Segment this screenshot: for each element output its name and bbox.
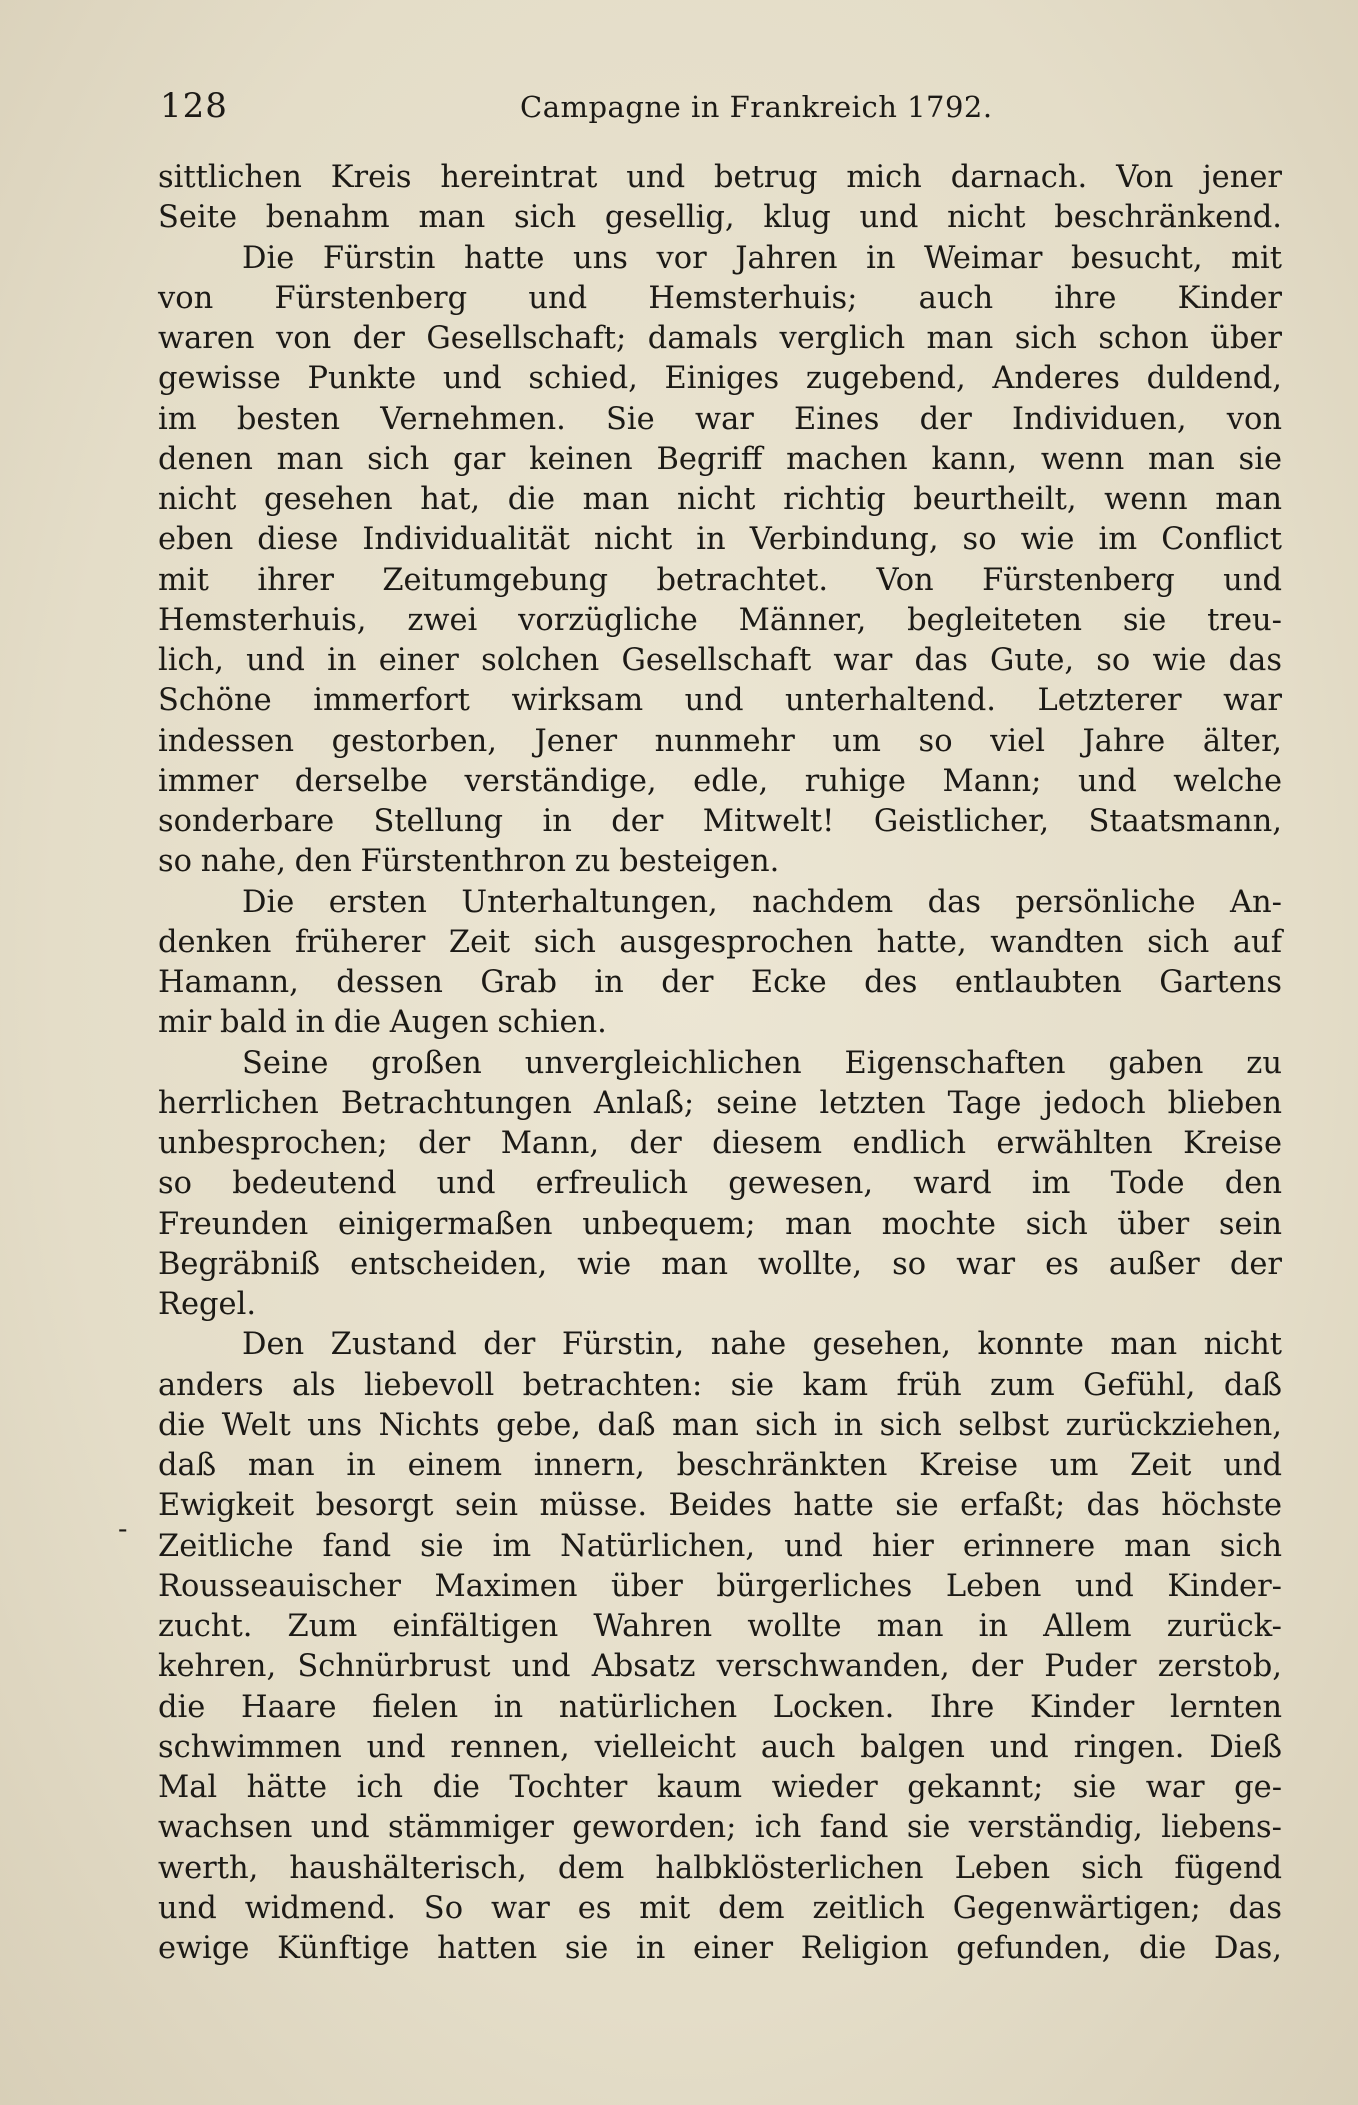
text-line: herrlichen Betrachtungen Anlaß; seine letzten Tage jedoch blieben: [158, 1085, 1282, 1121]
margin-mark: -: [118, 1512, 128, 1545]
text-line: wachsen und stämmiger geworden; ich fand sie verständig, liebens-: [158, 1810, 1282, 1846]
text-line: werth, haushälterisch, dem halbklösterlichen Leben sich fügend: [158, 1850, 1282, 1886]
text-line: Zeitliche fand sie im Natürlichen, und hier erinnere man sich: [158, 1528, 1282, 1564]
text-line: unbesprochen; der Mann, der diesem endlich erwählten Kreise: [158, 1126, 1282, 1161]
text-line: mit ihrer Zeitumgebung betrachtet. Von Fürstenberg und: [158, 562, 1282, 598]
body-text: [158, 158, 1282, 1969]
page-number: 128: [160, 86, 228, 126]
text-line: im besten Vernehmen. Sie war Eines der Individuen, von: [158, 401, 1282, 437]
text-line: Die Fürstin hatte uns vor Jahren in Weimar besucht, mit: [242, 240, 1282, 276]
text-line: Freunden einigermaßen unbequem; man mochte sich über sein: [158, 1206, 1282, 1242]
text-line: Mal hätte ich die Tochter kaum wieder gekannt; sie war ge-: [158, 1770, 1282, 1805]
text-line: daß man in einem innern, beschränkten Kreise um Zeit und: [158, 1448, 1282, 1483]
text-line: lich, und in einer solchen Gesellschaft war das Gute, so wie das: [158, 643, 1282, 678]
text-line: Die ersten Unterhaltungen, nachdem das persönliche An-: [242, 884, 1282, 920]
text-line: nicht gesehen hat, die man nicht richtig beurtheilt, wenn man: [158, 482, 1282, 517]
text-line: zucht. Zum einfältigen Wahren wollte man in Allem zurück-: [158, 1609, 1282, 1644]
text-line: eben diese Individualität nicht in Verbindung, so wie im Conflict: [158, 522, 1282, 558]
text-line: Hamann, dessen Grab in der Ecke des entlaubten Gartens: [158, 965, 1282, 1000]
text-line: schwimmen und rennen, vielleicht auch balgen und ringen. Dieß: [158, 1729, 1282, 1765]
running-head: Campagne in Frankreich 1792.: [520, 90, 993, 124]
text-line: Regel.: [158, 1287, 257, 1322]
text-line: sonderbare Stellung in der Mitwelt! Geistlicher, Staatsmann,: [158, 804, 1282, 839]
text-line: waren von der Gesellschaft; damals verglich man sich schon über: [158, 321, 1282, 356]
text-line: und widmend. So war es mit dem zeitlich Gegenwärtigen; das: [158, 1890, 1282, 1926]
text-line: Schöne immerfort wirksam und unterhaltend. Letzterer war: [158, 683, 1282, 719]
text-line: indessen gestorben, Jener nunmehr um so viel Jahre älter,: [158, 723, 1282, 759]
text-line: immer derselbe verständige, edle, ruhige Mann; und welche: [158, 763, 1282, 799]
text-line: anders als liebevoll betrachten: sie kam früh zum Gefühl, daß: [158, 1367, 1282, 1403]
text-line: Hemsterhuis, zwei vorzügliche Männer, begleiteten sie treu-: [158, 602, 1282, 638]
text-line: ewige Künftige hatten sie in einer Religion gefunden, die Das,: [158, 1931, 1282, 1966]
text-line: Seite benahm man sich gesellig, klug und nicht beschränkend.: [158, 200, 1282, 236]
text-line: Den Zustand der Fürstin, nahe gesehen, konnte man nicht: [242, 1327, 1282, 1363]
text-line: Begräbniß entscheiden, wie man wollte, so war es außer der: [158, 1246, 1282, 1282]
text-line: denen man sich gar keinen Begriff machen kann, wenn man sie: [158, 441, 1282, 477]
text-line: von Fürstenberg und Hemsterhuis; auch ihre Kinder: [158, 280, 1282, 316]
text-line: Ewigkeit besorgt sein müsse. Beides hatte sie erfaßt; das höchste: [158, 1488, 1282, 1524]
text-line: Seine großen unvergleichlichen Eigenschaften gaben zu: [242, 1045, 1282, 1081]
text-line: gewisse Punkte und schied, Einiges zugebend, Anderes duldend,: [158, 361, 1282, 397]
text-line: die Haare fielen in natürlichen Locken. Ihre Kinder lernten: [158, 1689, 1282, 1725]
text-line: kehren, Schnürbrust und Absatz verschwanden, der Puder zerstob,: [158, 1649, 1282, 1685]
text-line: mir bald in die Augen schien.: [158, 1005, 607, 1041]
text-line: so nahe, den Fürstenthron zu besteigen.: [158, 844, 780, 880]
text-line: so bedeutend und erfreulich gewesen, ward im Tode den: [158, 1166, 1282, 1202]
page-header: [160, 86, 1280, 134]
text-line: die Welt uns Nichts gebe, daß man sich in sich selbst zurückziehen,: [158, 1407, 1282, 1443]
text-line: sittlichen Kreis hereintrat und betrug mich darnach. Von jener: [158, 160, 1282, 195]
text-line: Rousseauischer Maximen über bürgerliches Leben und Kinder-: [158, 1568, 1282, 1604]
text-line: denken früherer Zeit sich ausgesprochen hatte, wandten sich auf: [158, 924, 1282, 960]
